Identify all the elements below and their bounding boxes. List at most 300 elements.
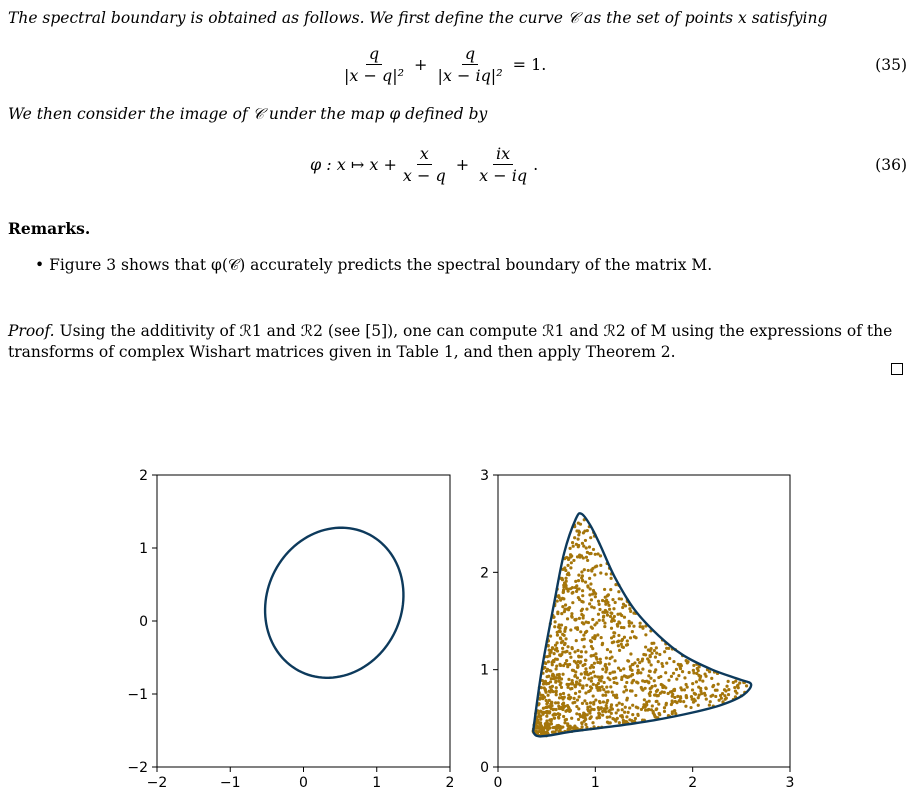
scatter-point xyxy=(617,709,620,712)
scatter-point xyxy=(567,678,570,681)
scatter-point xyxy=(625,688,628,691)
scatter-point xyxy=(571,601,574,604)
scatter-point xyxy=(644,645,647,648)
scatter-point xyxy=(586,559,589,562)
scatter-point xyxy=(582,616,585,619)
scatter-point xyxy=(705,697,708,700)
scatter-point xyxy=(556,599,559,602)
scatter-point xyxy=(591,721,594,724)
scatter-point xyxy=(679,697,682,700)
scatter-point xyxy=(664,671,667,674)
scatter-point xyxy=(596,661,599,664)
scatter-point xyxy=(610,627,613,630)
scatter-point xyxy=(554,648,557,651)
scatter-point xyxy=(633,635,636,638)
scatter-point xyxy=(575,639,578,642)
scatter-point xyxy=(571,669,574,672)
scatter-point xyxy=(599,564,602,567)
scatter-point xyxy=(607,604,610,607)
scatter-point xyxy=(587,709,590,712)
scatter-point xyxy=(605,573,608,576)
scatter-point xyxy=(577,533,580,536)
scatter-point xyxy=(561,673,564,676)
scatter-point xyxy=(578,553,581,556)
scatter-point xyxy=(607,676,610,679)
chart2-ytick-label: 1 xyxy=(480,662,489,679)
scatter-point xyxy=(575,543,578,546)
scatter-point xyxy=(589,701,592,704)
scatter-point xyxy=(684,705,687,708)
scatter-point xyxy=(562,715,565,718)
scatter-point xyxy=(602,700,605,703)
scatter-point xyxy=(563,643,566,646)
scatter-point xyxy=(546,701,549,704)
scatter-point xyxy=(615,682,618,685)
chart2-xtick-label: 1 xyxy=(590,775,600,791)
scatter-point xyxy=(629,668,632,671)
scatter-point xyxy=(611,618,614,621)
scatter-point xyxy=(614,676,617,679)
scatter-point xyxy=(581,684,584,687)
scatter-point xyxy=(588,602,591,605)
scatter-point xyxy=(611,598,614,601)
scatter-point xyxy=(597,613,600,616)
scatter-point xyxy=(611,691,614,694)
scatter-point xyxy=(622,667,625,670)
scatter-point xyxy=(542,729,545,732)
scatter-point xyxy=(647,680,650,683)
scatter-point xyxy=(552,677,555,680)
scatter-point xyxy=(641,657,644,660)
scatter-point xyxy=(642,703,645,706)
scatter-point xyxy=(692,669,695,672)
scatter-point xyxy=(664,703,667,706)
scatter-point xyxy=(646,657,649,660)
scatter-point xyxy=(603,707,606,710)
scatter-point xyxy=(556,634,559,637)
scatter-point xyxy=(605,686,608,689)
scatter-point xyxy=(598,603,601,606)
scatter-point xyxy=(551,646,554,649)
scatter-point xyxy=(692,664,695,667)
chart2-ytick-label: 0 xyxy=(480,760,489,776)
scatter-point xyxy=(610,612,613,615)
scatter-point xyxy=(573,697,576,700)
scatter-point xyxy=(636,658,639,661)
chart1-ytick-label: −2 xyxy=(127,760,148,776)
scatter-point xyxy=(558,596,561,599)
scatter-point xyxy=(593,708,596,711)
scatter-point xyxy=(630,689,633,692)
scatter-point xyxy=(542,711,545,714)
scatter-point xyxy=(617,667,620,670)
scatter-point xyxy=(571,701,574,704)
scatter-point xyxy=(583,568,586,571)
scatter-point xyxy=(712,684,715,687)
scatter-point xyxy=(550,688,553,691)
scatter-point xyxy=(573,618,576,621)
scatter-point xyxy=(639,622,642,625)
scatter-point xyxy=(549,650,552,653)
scatter-point xyxy=(572,559,575,562)
scatter-point xyxy=(668,657,671,660)
scatter-point xyxy=(601,668,604,671)
scatter-point xyxy=(709,700,712,703)
scatter-point xyxy=(553,717,556,720)
scatter-point xyxy=(592,703,595,706)
scatter-point xyxy=(576,698,579,701)
scatter-point xyxy=(545,715,548,718)
scatter-point xyxy=(649,687,652,690)
scatter-point xyxy=(631,704,634,707)
scatter-point xyxy=(636,706,639,709)
scatter-point xyxy=(551,685,554,688)
scatter-point xyxy=(650,642,653,645)
scatter-point xyxy=(554,644,557,647)
scatter-point xyxy=(567,558,570,561)
scatter-point xyxy=(588,577,591,580)
scatter-point xyxy=(596,552,599,555)
scatter-point xyxy=(651,704,654,707)
scatter-point xyxy=(571,541,574,544)
scatter-point xyxy=(564,662,567,665)
scatter-point xyxy=(582,545,585,548)
chart1-ytick-label: 0 xyxy=(139,614,148,630)
scatter-point xyxy=(559,681,562,684)
chart1-frame xyxy=(157,475,450,767)
scatter-point xyxy=(598,619,601,622)
scatter-point xyxy=(699,687,702,690)
scatter-point xyxy=(558,623,561,626)
scatter-point xyxy=(569,547,572,550)
scatter-point xyxy=(613,681,616,684)
scatter-point xyxy=(691,688,694,691)
scatter-point xyxy=(665,647,668,650)
scatter-point xyxy=(616,640,619,643)
scatter-point xyxy=(562,584,565,587)
scatter-point xyxy=(624,675,627,678)
scatter-point xyxy=(663,650,666,653)
scatter-point xyxy=(573,660,576,663)
scatter-point xyxy=(603,588,606,591)
scatter-point xyxy=(634,694,637,697)
scatter-point xyxy=(569,566,572,569)
scatter-point xyxy=(648,670,651,673)
scatter-point xyxy=(593,573,596,576)
scatter-point xyxy=(725,685,728,688)
scatter-point xyxy=(662,685,665,688)
chart2-boundary-curve xyxy=(533,513,751,736)
scatter-point xyxy=(734,690,737,693)
scatter-point xyxy=(609,577,612,580)
scatter-point xyxy=(640,708,643,711)
scatter-point xyxy=(616,717,619,720)
scatter-point xyxy=(554,681,557,684)
scatter-point xyxy=(565,659,568,662)
scatter-point xyxy=(648,692,651,695)
scatter-point xyxy=(694,693,697,696)
scatter-point xyxy=(606,716,609,719)
scatter-point xyxy=(580,655,583,658)
scatter-point xyxy=(566,564,569,567)
scatter-point xyxy=(570,561,573,564)
scatter-point xyxy=(561,697,564,700)
scatter-point xyxy=(592,694,595,697)
scatter-point xyxy=(608,657,611,660)
scatter-point xyxy=(618,597,621,600)
scatter-point xyxy=(575,680,578,683)
scatter-point xyxy=(620,678,623,681)
scatter-point xyxy=(604,603,607,606)
scatter-point xyxy=(595,656,598,659)
scatter-point xyxy=(640,688,643,691)
scatter-point xyxy=(705,687,708,690)
chart1-xtick-label: 2 xyxy=(445,775,455,791)
scatter-point xyxy=(613,659,616,662)
scatter-point xyxy=(560,612,563,615)
scatter-point xyxy=(561,640,564,643)
scatter-point xyxy=(561,647,564,650)
scatter-point xyxy=(584,581,587,584)
scatter-point xyxy=(593,606,596,609)
scatter-point xyxy=(727,680,730,683)
remarks-heading: Remarks. xyxy=(8,219,91,238)
scatter-point xyxy=(585,671,588,674)
scatter-point xyxy=(584,659,587,662)
scatter-point xyxy=(583,715,586,718)
scatter-point xyxy=(738,681,741,684)
scatter-point xyxy=(552,726,555,729)
scatter-point xyxy=(585,702,588,705)
scatter-point xyxy=(585,608,588,611)
scatter-point xyxy=(613,615,616,618)
scatter-point xyxy=(628,607,631,610)
scatter-point xyxy=(604,596,607,599)
scatter-point xyxy=(636,681,639,684)
scatter-point xyxy=(588,593,591,596)
scatter-point xyxy=(545,730,548,733)
scatter-point xyxy=(606,699,609,702)
scatter-point xyxy=(566,617,569,620)
scatter-point xyxy=(624,706,627,709)
scatter-point xyxy=(581,608,584,611)
scatter-point xyxy=(563,705,566,708)
scatter-point xyxy=(590,598,593,601)
scatter-point xyxy=(592,683,595,686)
scatter-point xyxy=(558,663,561,666)
scatter-point xyxy=(592,548,595,551)
scatter-point xyxy=(581,594,584,597)
scatter-point xyxy=(597,682,600,685)
scatter-point xyxy=(590,625,593,628)
scatter-point xyxy=(578,690,581,693)
scatter-point xyxy=(569,656,572,659)
scatter-point xyxy=(552,713,555,716)
scatter-point xyxy=(661,665,664,668)
scatter-point xyxy=(558,696,561,699)
chart1-curve xyxy=(265,528,403,678)
scatter-point xyxy=(736,684,739,687)
paragraph-intro-text: The spectral boundary is obtained as follows. We first define the curve 𝒞 as the set of points x satisfying xyxy=(8,9,828,27)
scatter-point xyxy=(555,667,558,670)
scatter-point xyxy=(606,614,609,617)
scatter-point xyxy=(590,645,593,648)
scatter-point xyxy=(655,646,658,649)
scatter-point xyxy=(616,625,619,628)
scatter-point xyxy=(679,700,682,703)
scatter-point xyxy=(724,698,727,701)
scatter-point xyxy=(609,588,612,591)
scatter-point xyxy=(625,698,628,701)
scatter-point xyxy=(609,672,612,675)
scatter-point xyxy=(634,717,637,720)
scatter-point xyxy=(677,663,680,666)
scatter-point xyxy=(697,696,700,699)
eq36-frac2: $\frac{ix}{x - iq}$ xyxy=(479,144,528,185)
scatter-point xyxy=(541,697,544,700)
chart2-xtick-label: 2 xyxy=(688,775,698,791)
scatter-point xyxy=(582,556,585,559)
scatter-point xyxy=(576,626,579,629)
scatter-point xyxy=(579,661,582,664)
scatter-point xyxy=(644,653,647,656)
scatter-point xyxy=(590,640,593,643)
scatter-point xyxy=(660,690,663,693)
scatter-point xyxy=(563,566,566,569)
scatter-point xyxy=(568,663,571,666)
scatter-point xyxy=(608,608,611,611)
scatter-point xyxy=(587,677,590,680)
chart1-ytick-label: −1 xyxy=(127,687,148,703)
scatter-point xyxy=(537,712,540,715)
scatter-point xyxy=(571,647,574,650)
scatter-point xyxy=(673,709,676,712)
scatter-point xyxy=(588,552,591,555)
scatter-point xyxy=(699,675,702,678)
scatter-point xyxy=(557,677,560,680)
scatter-point xyxy=(609,685,612,688)
scatter-point xyxy=(569,555,572,558)
scatter-point xyxy=(569,696,572,699)
scatter-point xyxy=(644,709,647,712)
scatter-point xyxy=(591,618,594,621)
scatter-point xyxy=(571,726,574,729)
scatter-point xyxy=(580,600,583,603)
scatter-point xyxy=(650,663,653,666)
scatter-point xyxy=(583,529,586,532)
scatter-point xyxy=(703,672,706,675)
scatter-point xyxy=(548,718,551,721)
scatter-point xyxy=(538,715,541,718)
scatter-point xyxy=(554,620,557,623)
scatter-point xyxy=(653,679,656,682)
scatter-point xyxy=(615,704,618,707)
scatter-point xyxy=(604,710,607,713)
scatter-point xyxy=(568,606,571,609)
scatter-point xyxy=(692,698,695,701)
scatter-point xyxy=(643,698,646,701)
scatter-point xyxy=(655,708,658,711)
scatter-point xyxy=(636,713,639,716)
scatter-point xyxy=(566,645,569,648)
scatter-point xyxy=(589,587,592,590)
scatter-point xyxy=(584,691,587,694)
scatter-point xyxy=(606,648,609,651)
scatter-point xyxy=(587,569,590,572)
scatter-point xyxy=(574,685,577,688)
scatter-point xyxy=(549,635,552,638)
scatter-point xyxy=(590,676,593,679)
scatter-point xyxy=(581,664,584,667)
scatter-point xyxy=(639,671,642,674)
scatter-point xyxy=(612,607,615,610)
scatter-point xyxy=(611,671,614,674)
eq36-frac1: $\frac{x}{x - q}$ xyxy=(402,144,446,185)
scatter-point xyxy=(554,701,557,704)
scatter-point xyxy=(568,652,571,655)
scatter-point xyxy=(604,690,607,693)
scatter-point xyxy=(631,630,634,633)
scatter-point xyxy=(544,689,547,692)
scatter-point xyxy=(654,684,657,687)
scatter-point xyxy=(714,695,717,698)
scatter-point xyxy=(563,721,566,724)
scatter-point xyxy=(590,664,593,667)
chart1-ytick-label: 2 xyxy=(139,468,148,484)
scatter-point xyxy=(547,675,550,678)
scatter-point xyxy=(594,595,597,598)
scatter-point xyxy=(621,638,624,641)
scatter-point xyxy=(553,625,556,628)
scatter-point xyxy=(648,700,651,703)
scatter-point xyxy=(657,703,660,706)
scatter-point xyxy=(689,706,692,709)
scatter-point xyxy=(580,570,583,573)
scatter-point xyxy=(625,715,628,718)
scatter-point xyxy=(577,574,580,577)
scatter-point xyxy=(550,707,553,710)
scatter-point xyxy=(589,582,592,585)
scatter-point xyxy=(564,577,567,580)
scatter-point xyxy=(597,600,600,603)
scatter-point xyxy=(649,655,652,658)
scatter-point xyxy=(598,676,601,679)
scatter-point xyxy=(626,643,629,646)
scatter-point xyxy=(584,723,587,726)
scatter-point xyxy=(644,633,647,636)
scatter-point xyxy=(708,704,711,707)
scatter-point xyxy=(605,656,608,659)
scatter-point xyxy=(641,627,644,630)
scatter-point xyxy=(717,683,720,686)
scatter-point xyxy=(626,659,629,662)
scatter-point xyxy=(570,717,573,720)
scatter-point xyxy=(561,605,564,608)
scatter-point xyxy=(710,677,713,680)
scatter-point xyxy=(585,630,588,633)
scatter-point xyxy=(571,679,574,682)
scatter-point xyxy=(559,637,562,640)
scatter-point xyxy=(648,660,651,663)
scatter-point xyxy=(636,664,639,667)
scatter-point xyxy=(581,589,584,592)
scatter-point xyxy=(601,694,604,697)
scatter-point xyxy=(579,715,582,718)
scatter-point xyxy=(679,667,682,670)
scatter-point xyxy=(601,714,604,717)
chart2-ytick-label: 2 xyxy=(480,565,489,582)
scatter-point xyxy=(557,716,560,719)
